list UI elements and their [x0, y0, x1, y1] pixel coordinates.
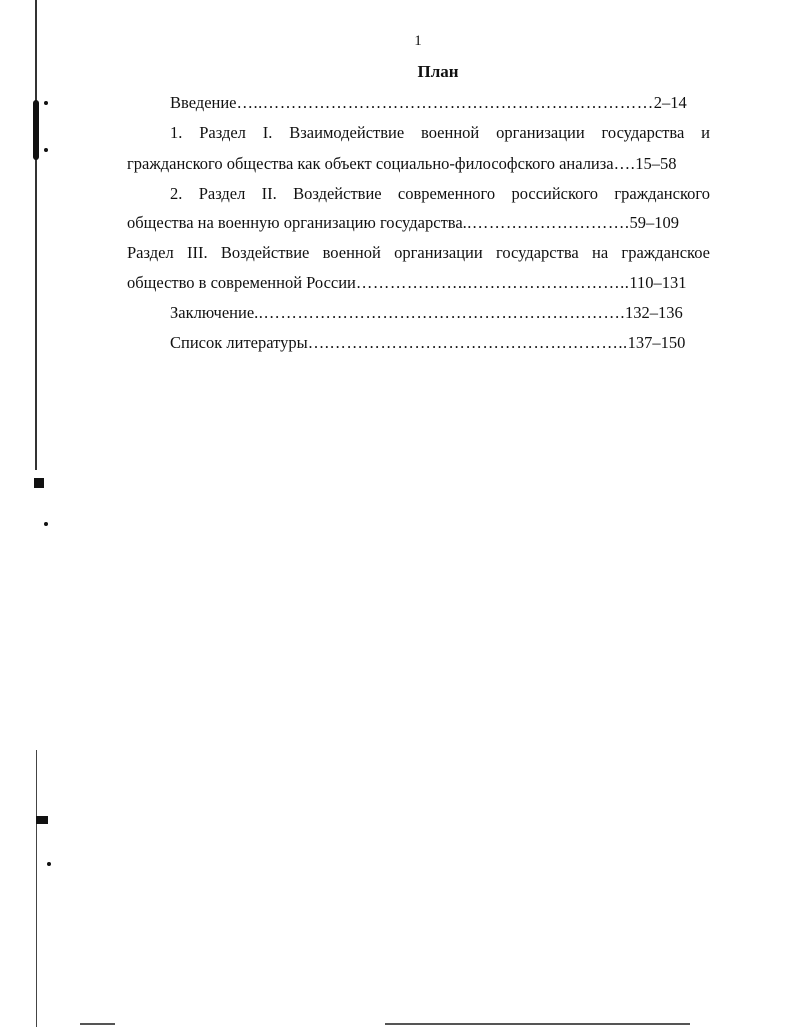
- toc-label: общества на военную организацию государства: [127, 213, 463, 232]
- toc-label: Введение: [170, 93, 237, 112]
- toc-entry-section1-line1: 1. Раздел I. Взаимодействие военной организации государства и: [170, 123, 710, 142]
- toc-entry-section1-line2: [127, 153, 676, 175]
- toc-leader: ….: [613, 154, 636, 173]
- scan-margin-blob: [33, 100, 39, 160]
- scan-bottom-line: [385, 1023, 690, 1025]
- toc-entry-section3-line1: Раздел III. Воздействие военной организации государства на гражданское: [127, 243, 710, 262]
- toc-pages: 59–109: [629, 213, 680, 232]
- toc-entry-section2-line1: 2. Раздел II. Воздействие современного российского гражданского: [170, 184, 710, 203]
- toc-leader: ………………..………………………..: [355, 273, 630, 292]
- scan-speck: [34, 478, 44, 488]
- toc-pages: 2–14: [653, 93, 687, 112]
- toc-label: Список литературы: [170, 333, 308, 352]
- page-title: План: [417, 62, 459, 81]
- toc-pages: 110–131: [629, 273, 687, 292]
- toc-label: Заключение: [170, 303, 255, 322]
- scan-speck: [44, 101, 48, 105]
- toc-leader: …..……………………………………………………………: [236, 93, 654, 112]
- scan-speck: [36, 816, 48, 824]
- toc-entry-intro: [170, 92, 687, 114]
- scan-bottom-line: [80, 1023, 115, 1025]
- toc-leader: ..……………………………………………………….: [254, 303, 626, 322]
- scan-speck: [44, 522, 48, 526]
- toc-leader: ….……………………………………………..: [307, 333, 628, 352]
- scan-margin-line-lower: [36, 750, 37, 1027]
- toc-label: общество в современной России: [127, 273, 356, 292]
- toc-pages: 137–150: [627, 333, 686, 352]
- toc-pages: 15–58: [635, 154, 677, 173]
- toc-leader: ..……………………….: [462, 213, 630, 232]
- page-number: 1: [414, 33, 422, 49]
- toc-entry-bibliography: [170, 332, 685, 354]
- toc-label: гражданского общества как объект социально-философского анализа: [127, 154, 614, 173]
- toc-pages: 132–136: [625, 303, 683, 322]
- scan-speck: [44, 148, 48, 152]
- toc-entry-section3-line2: [127, 272, 687, 294]
- scan-speck: [47, 862, 51, 866]
- toc-entry-conclusion: [170, 302, 683, 324]
- toc-entry-section2-line2: [127, 212, 679, 234]
